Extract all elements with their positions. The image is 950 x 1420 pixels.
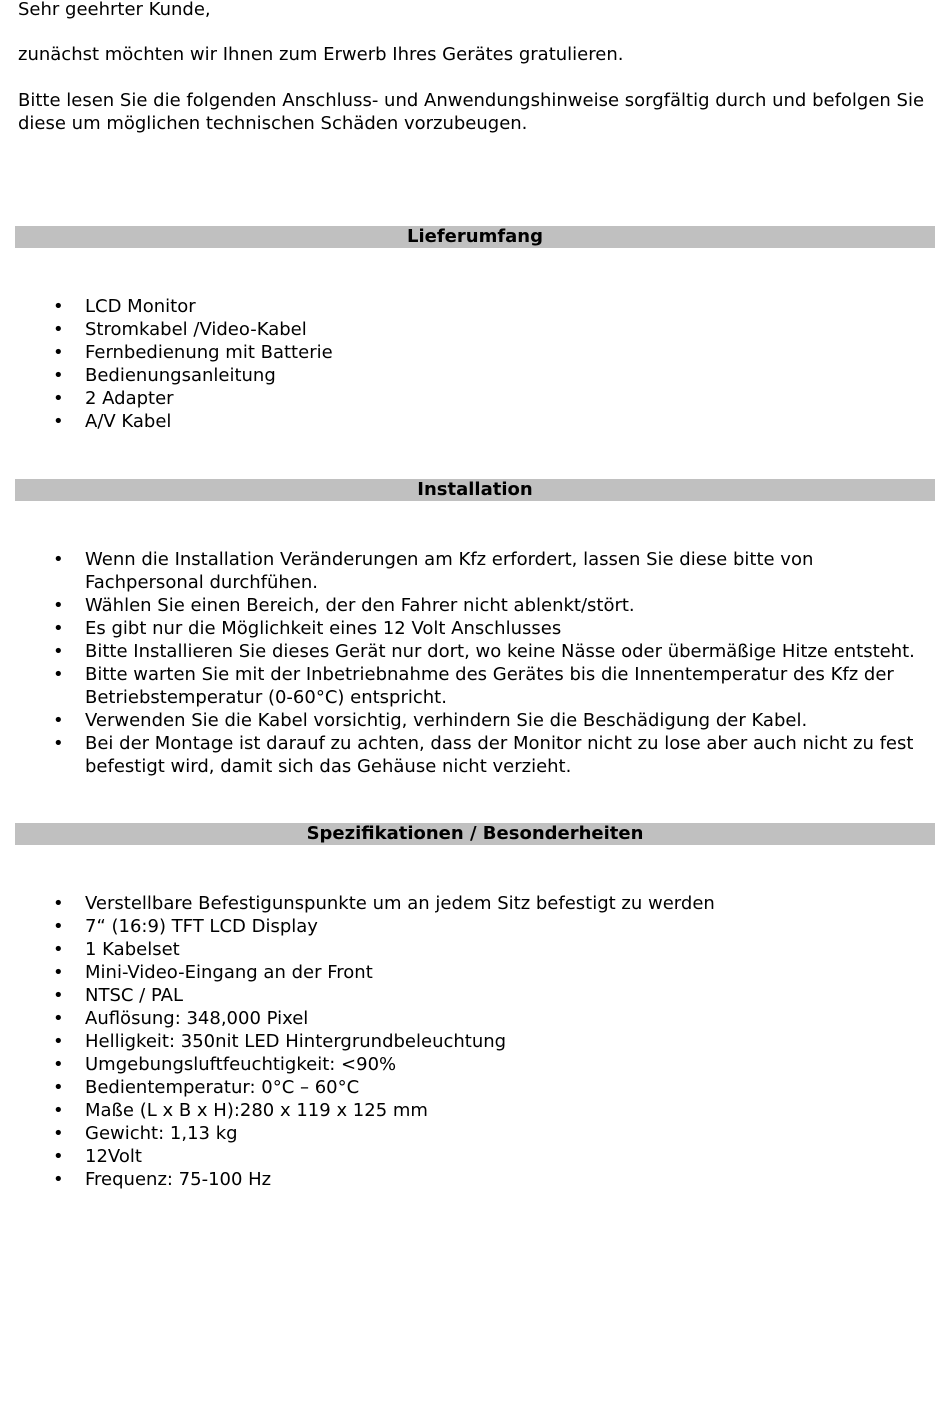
list-item: • Gewicht: 1,13 kg [53, 1123, 238, 1144]
instructions-text: Bitte lesen Sie die folgenden Anschluss- und Anwendungshinweise sorgfältig durch und befolgen Sie diese um möglichen technischen Schäden vorzubeugen. [18, 90, 925, 134]
bullet-icon: • [53, 365, 64, 386]
list-item: • Bedienungsanleitung [53, 365, 276, 386]
bullet-icon: • [53, 1169, 64, 1190]
bullet-icon: • [53, 1123, 64, 1144]
list-item: • Bedientemperatur: 0°C – 60°C [53, 1077, 360, 1098]
bullet-icon: • [53, 962, 64, 983]
bullet-icon: • [53, 595, 64, 616]
list-item: • 1 Kabelset [53, 939, 180, 960]
bullet-icon: • [53, 664, 64, 685]
list-item: • Umgebungsluftfeuchtigkeit: <90% [53, 1054, 397, 1075]
bullet-icon: • [53, 710, 64, 731]
list-item: • Maße (L x B x H):280 x 119 x 125 mm [53, 1100, 428, 1121]
list-item: • Verwenden Sie die Kabel vorsichtig, verhindern Sie die Beschädigung der Kabel. [53, 710, 808, 731]
list-item: • 7“ (16:9) TFT LCD Display [53, 916, 318, 937]
list-item: • Helligkeit: 350nit LED Hintergrundbeleuchtung [53, 1031, 507, 1052]
bullet-icon: • [53, 1077, 64, 1098]
installation-list [0, 548, 935, 778]
spezifikationen-list [0, 892, 935, 1191]
list-item: • Stromkabel /Video-Kabel [53, 319, 307, 340]
list-item: • Fernbedienung mit Batterie [53, 342, 333, 363]
list-item: • Frequenz: 75-100 Hz [53, 1169, 272, 1190]
list-item: • Wählen Sie einen Bereich, der den Fahrer nicht ablenkt/stört. [53, 595, 635, 616]
list-item: • A/V Kabel [53, 411, 172, 432]
bullet-icon: • [53, 985, 64, 1006]
list-item: • NTSC / PAL [53, 985, 184, 1006]
list-item: • Auflösung: 348,000 Pixel [53, 1008, 309, 1029]
bullet-icon: • [53, 319, 64, 340]
list-item: • Bei der Montage ist darauf zu achten, dass der Monitor nicht zu lose aber auch nicht zu fest befestigt wird, damit sich das Gehäuse nicht verzieht. [53, 733, 914, 777]
bullet-icon: • [53, 1031, 64, 1052]
list-item: • 2 Adapter [53, 388, 174, 409]
bullet-icon: • [53, 342, 64, 363]
bullet-icon: • [53, 618, 64, 639]
bullet-icon: • [53, 1008, 64, 1029]
list-item: • LCD Monitor [53, 296, 196, 317]
bullet-icon: • [53, 549, 64, 570]
list-item: • Wenn die Installation Veränderungen am Kfz erfordert, lassen Sie diese bitte von Fachpersonal durchfühen. [53, 549, 814, 593]
list-item: • Mini-Video-Eingang an der Front [53, 962, 373, 983]
list-item: • 12Volt [53, 1146, 142, 1167]
bullet-icon: • [53, 893, 64, 914]
bullet-icon: • [53, 388, 64, 409]
bullet-icon: • [53, 733, 64, 754]
list-item: • Verstellbare Befestigunspunkte um an jedem Sitz befestigt zu werden [53, 893, 715, 914]
section-heading-spezifikationen: Spezifikationen / Besonderheiten [15, 823, 935, 845]
greeting-text: Sehr geehrter Kunde, [18, 0, 211, 20]
congratulation-text: zunächst möchten wir Ihnen zum Erwerb Ihres Gerätes gratulieren. [18, 44, 624, 65]
bullet-icon: • [53, 641, 64, 662]
bullet-icon: • [53, 296, 64, 317]
section-heading-installation: Installation [15, 479, 935, 501]
list-item: • Bitte warten Sie mit der Inbetriebnahme des Gerätes bis die Innentemperatur des Kfz der Betriebstemperatur (0-60°C) entspricht. [53, 664, 894, 708]
bullet-icon: • [53, 939, 64, 960]
bullet-icon: • [53, 411, 64, 432]
list-item: • Bitte Installieren Sie dieses Gerät nur dort, wo keine Nässe oder übermäßige Hitze entsteht. [53, 641, 915, 662]
list-item: • Es gibt nur die Möglichkeit eines 12 Volt Anschlusses [53, 618, 562, 639]
lieferumfang-list [0, 295, 935, 433]
section-heading-lieferumfang: Lieferumfang [15, 226, 935, 248]
bullet-icon: • [53, 1054, 64, 1075]
bullet-icon: • [53, 1146, 64, 1167]
bullet-icon: • [53, 1100, 64, 1121]
bullet-icon: • [53, 916, 64, 937]
